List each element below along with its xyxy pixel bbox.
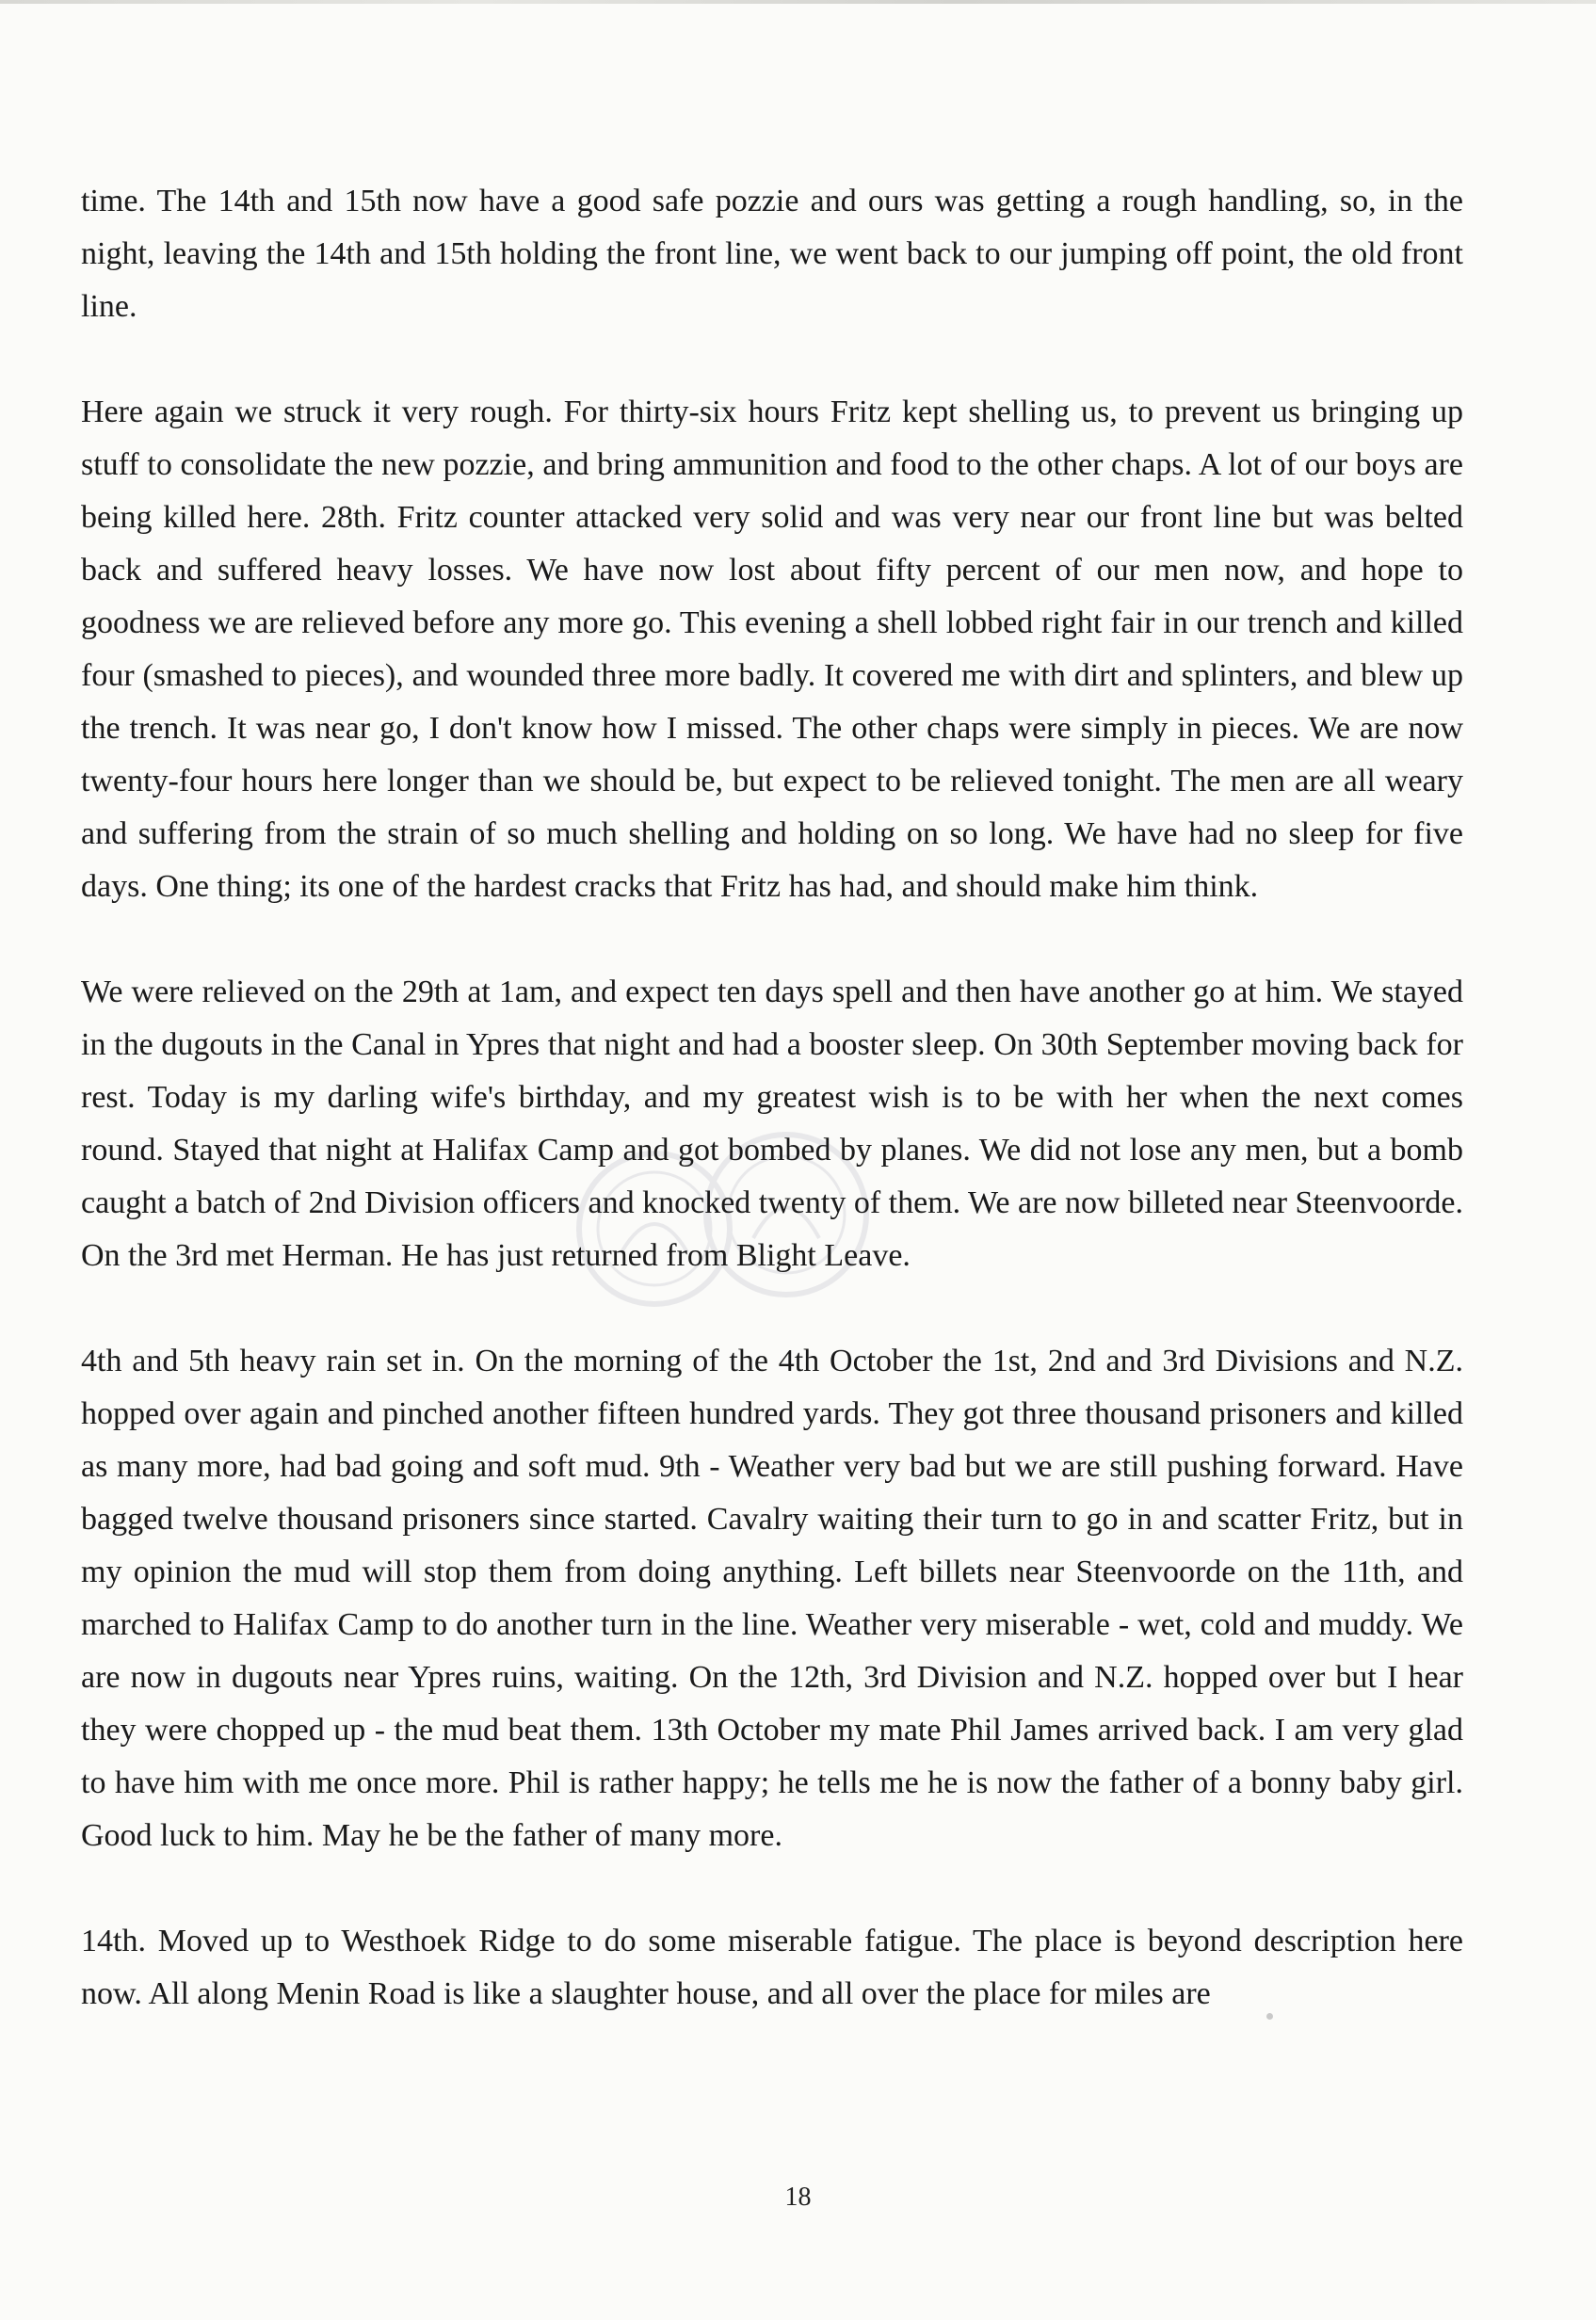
paragraph-5: 14th. Moved up to Westhoek Ridge to do some miserable fatigue. The place is beyond description here now. All along Menin Road is like a slaughter house, and all over the place for miles are bbox=[81, 1924, 1463, 2011]
page-top-edge bbox=[0, 0, 1596, 4]
paragraph-2: Here again we struck it very rough. For thirty-six hours Fritz kept shelling us, to prevent us bringing up stuff to consolidate the new pozzie, and bring ammunition and food to the other chaps. A lot of our boys are being killed here. 28th. Fritz counter attacked very solid and was very near our front line but was belted back and suffered heavy losses. We have now lost about fifty percent of our men now, and hope to goodness we are relieved before any more go. This evening a shell lobbed right fair in our trench and killed four (smashed to pieces), and wounded three more badly. It covered me with dirt and splinters, and blew up the trench. It was near go, I don't know how I missed. The other chaps were simply in pieces. We are now twenty-four hours here longer than we should be, but expect to be relieved tonight. The men are all weary and suffering from the strain of so much shelling and holding on so long. We have had no sleep for five days. One thing; its one of the hardest cracks that Fritz has had, and should make him think. bbox=[81, 395, 1463, 904]
paragraph-4: 4th and 5th heavy rain set in. On the morning of the 4th October the 1st, 2nd and 3rd Divisions and N.Z. hopped over again and pinched another fifteen hundred yards. They got three thousand prisoners and killed as many more, had bad going and soft mud. 9th - Weather very bad but we are still pushing forward. Have bagged twelve thousand prisoners since started. Cavalry waiting their turn to go in and scatter Fritz, but in my opinion the mud will stop them from doing anything. Left billets near Steenvoorde on the 11th, and marched to Halifax Camp to do another turn in the line. Weather very miserable - wet, cold and muddy. We are now in dugouts near Ypres ruins, waiting. On the 12th, 3rd Division and N.Z. hopped over but I hear they were chopped up - the mud beat them. 13th October my mate Phil James arrived back. I am very glad to have him with me once more. Phil is rather happy; he tells me he is now the father of a bonny baby girl. Good luck to him. May he be the father of many more. bbox=[81, 1344, 1463, 1853]
scan-speck bbox=[1266, 2013, 1273, 2020]
paragraph-1: time. The 14th and 15th now have a good safe pozzie and ours was getting a rough handling, so, in the night, leaving the 14th and 15th holding the front line, we went back to our jumping off point, the old front line. bbox=[81, 184, 1463, 324]
page-number: 18 bbox=[784, 2183, 812, 2212]
document-body bbox=[81, 175, 1463, 2073]
paragraph-3: We were relieved on the 29th at 1am, and expect ten days spell and then have another go at him. We stayed in the dugouts in the Canal in Ypres that night and had a booster sleep. On 30th September moving back for rest. Today is my darling wife's birthday, and my greatest wish is to be with her when the next comes round. Stayed that night at Halifax Camp and got bombed by planes. We did not lose any men, but a bomb caught a batch of 2nd Division officers and knocked twenty of them. We are now billeted near Steenvoorde. On the 3rd met Herman. He has just returned from Blight Leave. bbox=[81, 975, 1463, 1273]
